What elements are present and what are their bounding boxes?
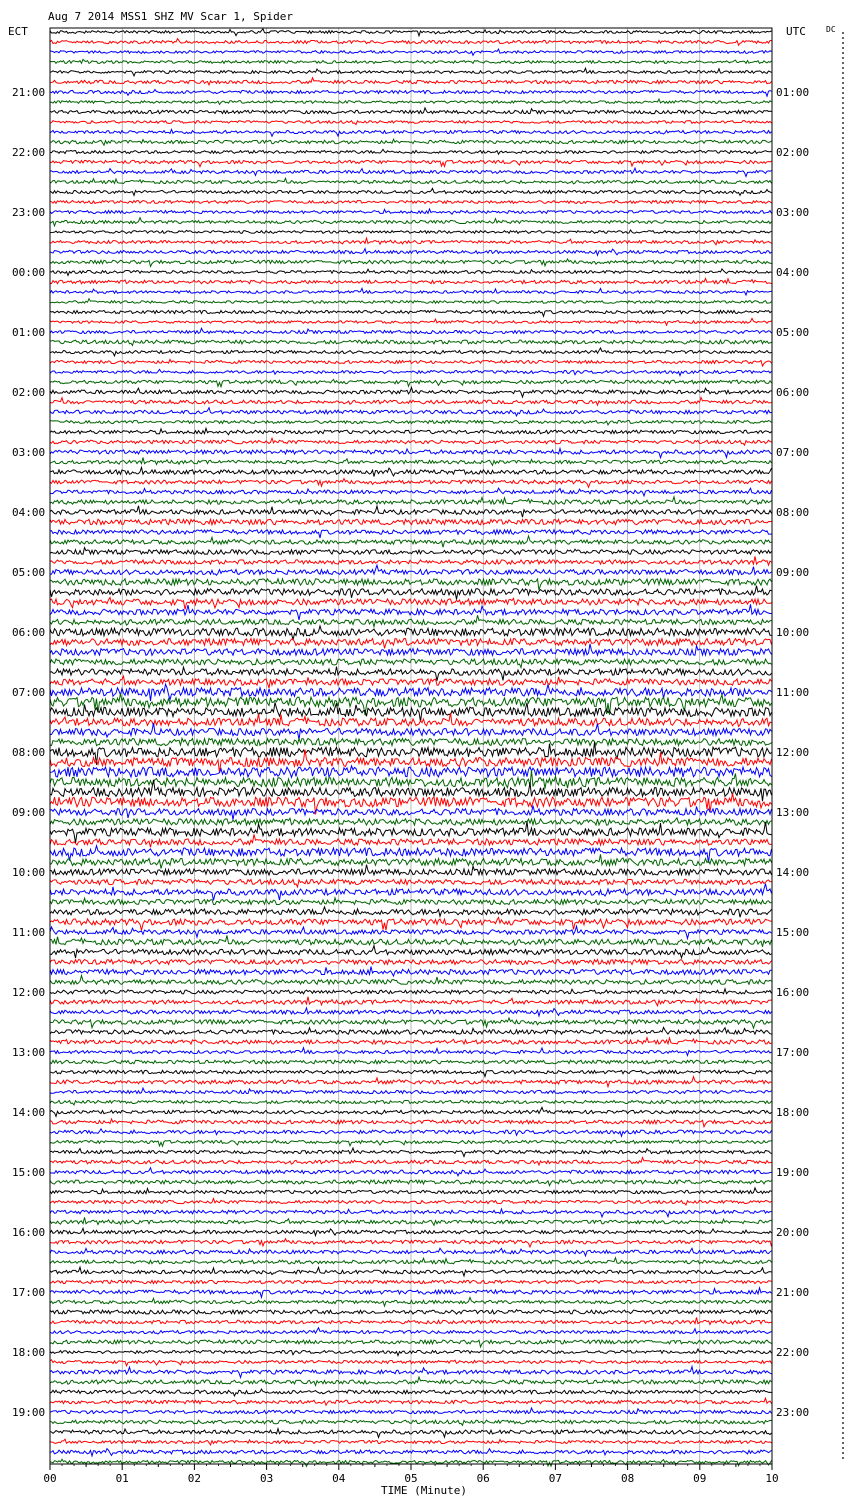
right-time-label: 19:00 (776, 1166, 810, 1179)
right-time-label: 06:00 (776, 386, 810, 399)
right-time-label: 14:00 (776, 866, 810, 879)
left-time-label: 16:00 (12, 1226, 46, 1239)
left-time-label: 12:00 (12, 986, 46, 999)
right-time-label: 09:00 (776, 566, 810, 579)
right-time-label: 18:00 (776, 1106, 810, 1119)
chart-title: Aug 7 2014 MSS1 SHZ MV Scar 1, Spider (48, 10, 294, 23)
left-time-label: 19:00 (12, 1406, 46, 1419)
right-time-label: 07:00 (776, 446, 810, 459)
x-tick-label: 10 (765, 1472, 779, 1485)
right-time-label: 20:00 (776, 1226, 810, 1239)
right-time-label: 15:00 (776, 926, 810, 939)
right-time-label: 04:00 (776, 266, 810, 279)
left-time-label: 05:00 (12, 566, 46, 579)
right-axis-label: UTC (786, 25, 806, 38)
dc-label: DC (826, 25, 836, 34)
x-tick-label: 01 (115, 1472, 129, 1485)
x-tick-label: 07 (548, 1472, 563, 1485)
left-time-label: 01:00 (12, 326, 46, 339)
left-axis-label: ECT (8, 25, 28, 38)
x-tick-label: 03 (259, 1472, 274, 1485)
right-time-label: 16:00 (776, 986, 810, 999)
x-axis-title: TIME (Minute) (380, 1484, 468, 1497)
left-time-label: 11:00 (12, 926, 46, 939)
right-time-label: 23:00 (776, 1406, 810, 1419)
right-time-label: 13:00 (776, 806, 810, 819)
left-time-label: 00:00 (12, 266, 46, 279)
x-tick-label: 05 (404, 1472, 418, 1485)
right-time-label: 08:00 (776, 506, 810, 519)
right-time-label: 03:00 (776, 206, 810, 219)
left-time-label: 13:00 (12, 1046, 46, 1059)
left-time-label: 07:00 (12, 686, 46, 699)
left-time-label: 17:00 (12, 1286, 46, 1299)
right-time-label: 17:00 (776, 1046, 810, 1059)
right-time-label: 10:00 (776, 626, 810, 639)
left-time-label: 14:00 (12, 1106, 46, 1119)
left-time-label: 04:00 (12, 506, 46, 519)
left-time-label: 02:00 (12, 386, 46, 399)
left-time-label: 18:00 (12, 1346, 46, 1359)
x-tick-label: 09 (693, 1472, 707, 1485)
left-time-label: 22:00 (12, 146, 46, 159)
right-time-label: 22:00 (776, 1346, 810, 1359)
x-tick-label: 08 (620, 1472, 635, 1485)
right-time-label: 01:00 (776, 86, 810, 99)
right-time-label: 11:00 (776, 686, 810, 699)
left-time-label: 21:00 (12, 86, 46, 99)
left-time-label: 15:00 (12, 1166, 46, 1179)
right-time-label: 12:00 (776, 746, 810, 759)
left-time-label: 06:00 (12, 626, 46, 639)
left-time-label: 10:00 (12, 866, 46, 879)
left-time-label: 09:00 (12, 806, 46, 819)
x-tick-label: 04 (332, 1472, 346, 1485)
right-time-label: 05:00 (776, 326, 810, 339)
x-tick-label: 00 (43, 1472, 57, 1485)
right-time-label: 02:00 (776, 146, 810, 159)
x-tick-label: 06 (476, 1472, 490, 1485)
right-time-label: 21:00 (776, 1286, 810, 1299)
left-time-label: 23:00 (12, 206, 46, 219)
left-time-label: 08:00 (12, 746, 46, 759)
left-time-label: 03:00 (12, 446, 46, 459)
x-tick-label: 02 (187, 1472, 202, 1485)
